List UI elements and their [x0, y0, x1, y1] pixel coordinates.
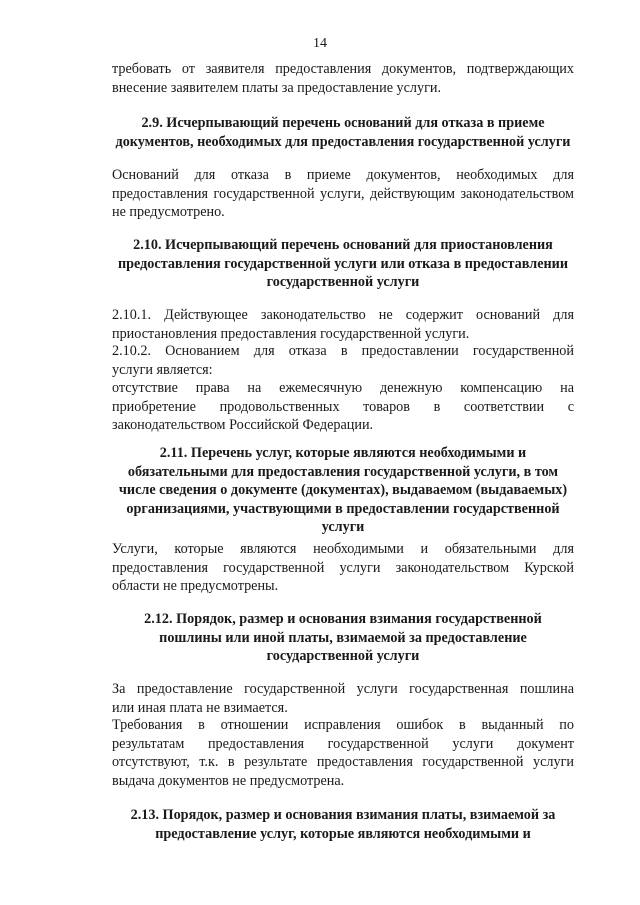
section-2-11-heading: [112, 444, 574, 537]
text-line: области не предусмотрены.: [112, 578, 279, 594]
text-line: За предоставление государственной услуги государственная пошлина: [112, 681, 574, 697]
top-paragraph: [112, 60, 574, 97]
text-line: предоставления государственной услуги законодательством Курской: [112, 559, 574, 576]
section-2-13-heading: [112, 806, 574, 843]
text-line: внесение заявителем платы за предоставление услуги.: [112, 79, 442, 96]
page-number: 14: [313, 36, 327, 51]
text-line: результатам предоставления государственной услуги документ: [112, 735, 574, 752]
text-line: 2.10.1. Действующее законодательство не содержит оснований для: [112, 307, 574, 323]
text-line: требовать от заявителя предоставления документов, подтверждающих: [112, 61, 574, 77]
section-2-11-paragraph: [112, 540, 574, 596]
section-2-12-paragraph-1: [112, 680, 574, 717]
heading-line: числе сведения о документе (документах), выдаваемом (выдаваемых): [118, 482, 568, 498]
heading-line: 2.9. Исчерпывающий перечень оснований для отказа в приеме: [141, 115, 545, 131]
text-line: отсутствие права на ежемесячную денежную компенсацию на: [112, 380, 574, 396]
heading-line: обязательными для предоставления государственной услуги, в том: [127, 463, 559, 480]
section-2-10-2-paragraph: [112, 342, 574, 379]
text-line: не предусмотрено.: [112, 204, 225, 220]
heading-line: услуги: [321, 519, 365, 535]
section-2-10-1-paragraph: [112, 306, 574, 343]
text-line: законодательством Российской Федерации.: [112, 417, 374, 433]
heading-line: предоставления государственной услуги или отказа в предоставлении: [117, 255, 569, 272]
heading-line: пошлины или иной платы, взимаемой за предоставление: [159, 629, 527, 646]
section-2-10-heading: [112, 236, 574, 292]
text-line: Услуги, которые являются необходимыми и обязательными для: [112, 541, 574, 557]
refusal-ground-paragraph: [112, 379, 574, 435]
text-line: выдача документов не предусмотрена.: [112, 772, 345, 789]
heading-line: организациями, участвующими в предоставлении государственной: [126, 500, 560, 517]
text-line: Оснований для отказа в приеме документов, необходимых для: [112, 167, 574, 183]
text-line: приостановления предоставления государственной услуги.: [112, 325, 470, 342]
section-2-12-heading: [112, 610, 574, 666]
section-2-12-paragraph-2: [112, 716, 574, 790]
text-line: или иная плата не взимается.: [112, 699, 288, 716]
heading-line: 2.10. Исчерпывающий перечень оснований для приостановления: [133, 237, 553, 253]
heading-line: государственной услуги: [266, 274, 420, 290]
heading-line: 2.12. Порядок, размер и основания взимания государственной: [144, 611, 542, 627]
section-2-9-heading: [112, 114, 574, 151]
text-line: приобретение продовольственных товаров в соответствии с: [112, 398, 574, 415]
heading-line: государственной услуги: [266, 648, 420, 664]
text-line: Требования в отношении исправления ошибок в выданный по: [112, 717, 574, 733]
heading-line: документов, необходимых для предоставления государственной услуги: [115, 133, 571, 150]
text-line: услуги является:: [112, 361, 213, 378]
section-2-9-paragraph: [112, 166, 574, 222]
text-line: предоставления государственной услуги, действующим законодательством: [112, 185, 574, 202]
text-line: 2.10.2. Основанием для отказа в предоставлении государственной: [112, 343, 574, 359]
heading-line: 2.11. Перечень услуг, которые являются необходимыми и: [159, 445, 527, 461]
text-line: отсутствуют, т.к. в результате предоставления государственной услуги: [112, 754, 574, 770]
heading-line: 2.13. Порядок, размер и основания взимания платы, взимаемой за: [130, 807, 556, 823]
heading-line: предоставление услуг, которые являются необходимыми и: [155, 825, 531, 842]
